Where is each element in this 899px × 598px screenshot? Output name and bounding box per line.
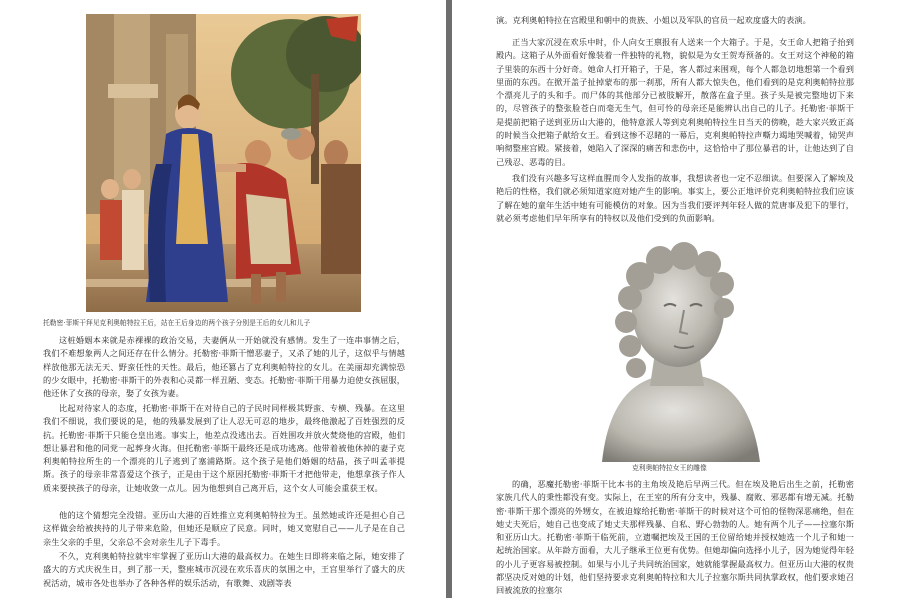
paragraph: 的确，恶魔托勒密·菲斯干比本书的主角埃及艳后早两三代。但在埃及艳后出生之前，托勒密家族几代人的秉性都没有变。实际上，在王室的所有分支中，残暴、腐败、邪恶都有增无减。托勒密·菲斯干那个漂亮的外甥女，在被迫嫁给托勒密·菲斯干的时候对这个可怕的怪物深恶痛绝，但在她丈夫死后，她自己也变成了她丈夫那样残暴、自私、野心勃勃的人。她有两个儿子——拉塞尔斯和亚历山大。托勒密·菲斯干临死前，立遗嘱把埃及王国的王位留给她并授权她选一个儿子和她一起统治国家。从年龄方面看，大儿子继承王位更有优势。但她却偏向选择小儿子，因为她觉得年轻的小儿子更容易被控制。如果与小儿子共同统治国家，她就能掌握最高权力。但亚历山大港的权贵都坚决反对她的计划，他们坚持要求克利奥帕特拉和大儿子拉塞尔斯共同执掌政权，他们要求她召回被流放的拉塞尔 (496, 479, 854, 596)
paragraph: 这桩婚姻本来就是赤裸裸的政治交易，夫妻俩从一开始就没有感情。发生了一连串事情之后，我们不难想象两人之间还存在什么情分。托勒密·菲斯干憎恶妻子，又杀了她的儿子，这似乎与情越样放他那无法无天、野蛮任性的天性。最后，他还篡占了克利奥帕特拉的女儿。在美丽却充满惊恐的少女眼中，托勒密·菲斯干的外表和心灵都一样丑陋、变态。托勒密·菲斯干用暴力迫使女孩屈服，他还休了女孩的母亲，娶了女孩为妻。 (43, 335, 405, 399)
paragraph: 我们没有兴趣多写这样血腥而令人发指的故事，我想读者也一定不忍细读。但要深入了解埃及艳后的性格，我们就必须知道家庭对她产生的影响。事实上，要公正地评价克利奥帕特拉我们应该了解在她的童年生活中她有可能模仿的对象。因为当我们要评判年轻人做的荒唐事及犯下的罪行，就必须考虑他们早年所享有的特权以及他们受到的负面影响。 (496, 173, 854, 223)
paragraph: 不久，克利奥帕特拉就牢牢掌握了亚历山大港的最高权力。在她生日即将来临之际，她安排了盛大的方式庆祝生日，到了那一天，整座城市沉浸在欢乐喜庆的氛围之中，王宫里举行了盛大的庆祝活动，城市各处也举办了各种各样的娱乐活动，有歌舞、戏剧等表 (43, 551, 405, 588)
figure-caption: 克利奥帕特拉女王的雕像 (632, 464, 707, 472)
paragraph: 他的这个猜想完全没错。亚历山大港的百姓推立克利奥帕特拉为王。虽然她或许还是担心自己这样做会给被挟持的儿子带来危险，但她还是顺应了民意。同时，她又宽慰自己——儿子是在自己亲生父亲的手里，父亲总不会对亲生儿子下毒手。 (43, 510, 405, 547)
paragraph: 比起对待家人的态度，托勒密·菲斯干在对待自己的子民时同样极其野蛮、专横、残暴。在这里我们不细说，我们要说的是，他的残暴发展到了让人忍无可忍的地步，最终他激起了百姓强烈的反抗。托勒密·菲斯干只能仓皇出逃。事实上，他差点没逃出去。百姓围攻并放火焚烧他的宫殿，他们想让暴君和他的同党一起葬身火海。但托勒密·菲斯干最终还是成功逃离。他带着被他休掉的妻子克利奥帕特拉所生的一个漂亮的儿子逃到了塞浦路斯。这个孩子是他们婚姻的结晶，孩子叫孟菲提斯。孩子的母亲非常喜爱这个孩子，正是由于这个原因托勒密·菲斯干才把他带走，他想拿孩子作人质来要挟孩子的母亲，让她收敛一点儿。因为他想到自己离开后，这个女人可能会重获王权。 (43, 403, 405, 493)
paragraph: 演。克利奥帕特拉在宫殿里和朝中的贵族、小姐以及军队的官员一起欢度盛大的表演。 (496, 15, 811, 25)
painting-image (86, 14, 361, 312)
left-page (0, 0, 446, 598)
figure-caption: 托勒密·菲斯干拜见克利奥帕特拉王后，站在王后身边的两个孩子分别是王后的女儿和儿子 (43, 319, 311, 327)
bust-statue-image (590, 236, 765, 462)
paragraph: 正当大家沉浸在欢乐中时，仆人向女王禀报有人送来一个大箱子。于是，女王命人把箱子抬到殿内。这箱子从外面看好像装着一件独特的礼物，貌似是为女王贺寿预备的。女王对这个神秘的箱子里装的东西十分好奇。她命人打开箱子，于是，客人都过来围观，每个人都急切地想第一个看到里面的东西。在掀开盖子扯掉蒙布的那一刹那，所有人都大惊失色，他们看到的是克利奥帕特拉那个漂亮儿子的头和手。而尸体的其他部分已被肢解开，散落在盒子里。孩子头是被完整地切下来的，尽管孩子的整张脸苍白而毫无生气，但可怜的母亲还是能辨认出自己的儿子。托勒密·菲斯干是提前把箱子送到亚历山大港的，他特意派人等到克利奥帕特拉生日当天的傍晚，趁大家兴致正高的时候当众把箱子献给女王。看到这惨不忍睹的一幕后，克利奥帕特拉声嘶力竭地哭喊着，恸哭声响彻整座宫殿。紧接着，她陷入了深深的痛苦和悲伤中，这恰恰中了那位暴君的计，让他达到了自己残忍、恶毒的目。 (496, 37, 854, 167)
